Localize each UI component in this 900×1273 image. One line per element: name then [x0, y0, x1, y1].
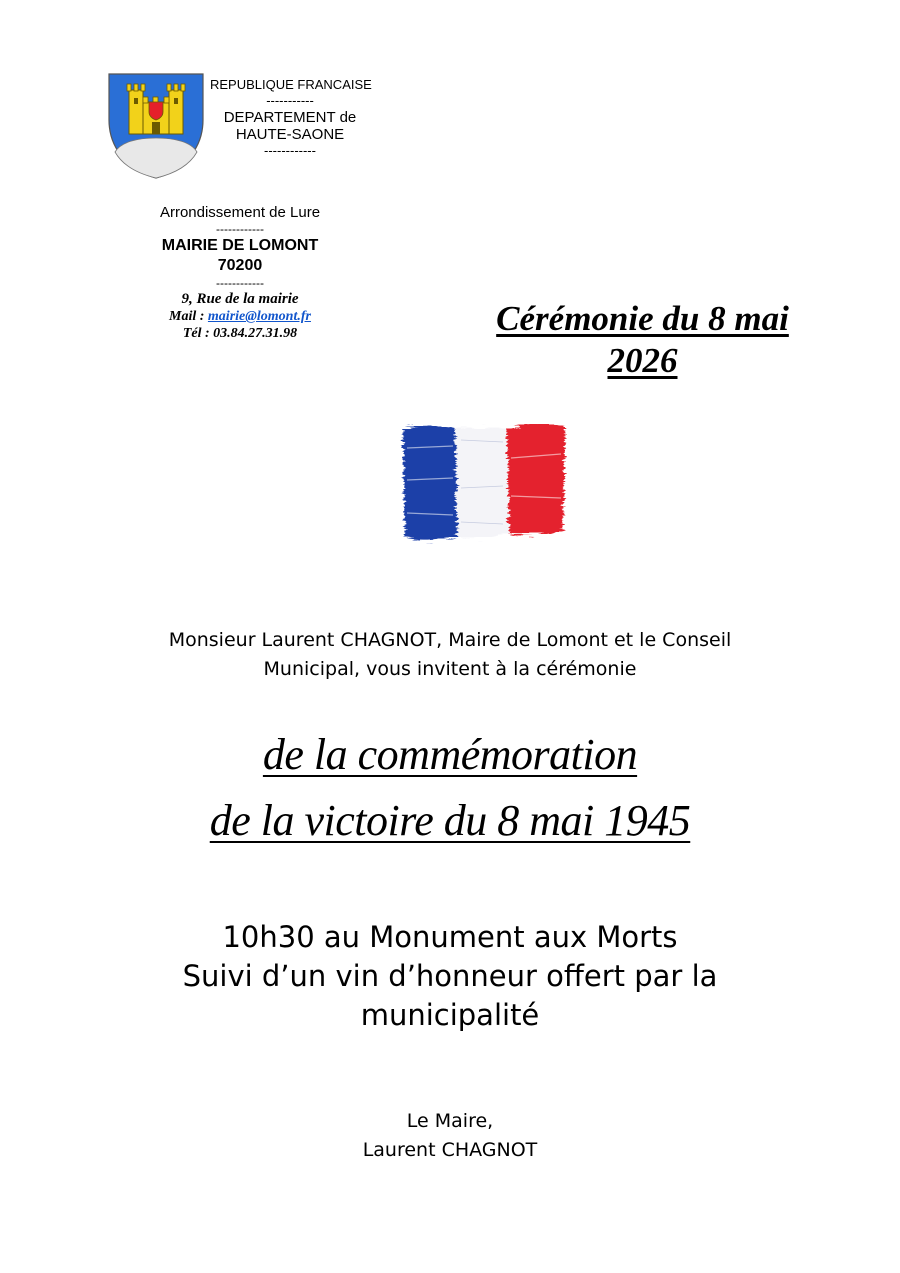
- mairie-mail-line: [140, 308, 340, 325]
- separator: ------------: [264, 143, 316, 158]
- mail-link[interactable]: mairie@lomont.fr: [207, 309, 311, 324]
- department-header: [210, 77, 370, 159]
- mairie-postcode: 70200: [217, 257, 263, 274]
- department-name: HAUTE-SAONE: [235, 126, 345, 143]
- ceremony-title-year: 2026: [607, 341, 678, 380]
- signature-role: Le Maire,: [406, 1110, 494, 1132]
- mairie-address: 9, Rue de la mairie: [181, 291, 299, 307]
- separator: -----------: [266, 93, 314, 108]
- schedule-reception: Suivi d’un vin d’honneur offert par la: [182, 959, 718, 993]
- department-label: DEPARTEMENT de: [223, 109, 357, 126]
- mairie-contact-block: [140, 204, 340, 342]
- republic-label: REPUBLIQUE FRANCAISE: [210, 77, 372, 92]
- coat-of-arms-icon: [107, 72, 205, 180]
- commemoration-line1: de la commémoration: [262, 730, 638, 779]
- ceremony-title: [470, 298, 815, 382]
- french-flag-icon: [395, 418, 575, 548]
- invitation-line1: Monsieur Laurent CHAGNOT, Maire de Lomont et le Conseil: [168, 629, 732, 651]
- schedule-host: municipalité: [360, 998, 540, 1032]
- commemoration-heading: [80, 722, 820, 854]
- commemoration-line2: de la victoire du 8 mai 1945: [209, 796, 691, 845]
- schedule-time: 10h30 au Monument aux Morts: [222, 920, 678, 954]
- mail-label: Mail :: [169, 309, 208, 324]
- separator: ------------: [216, 276, 264, 290]
- signature-name: Laurent CHAGNOT: [362, 1139, 538, 1161]
- separator: ------------: [216, 222, 264, 236]
- signature-block: [250, 1107, 650, 1165]
- invitation-line2: Municipal, vous invitent à la cérémonie: [263, 658, 637, 680]
- arrondissement-label: Arrondissement de Lure: [159, 204, 321, 221]
- invitation-text: [100, 626, 800, 684]
- schedule-text: [80, 918, 820, 1035]
- ceremony-title-line1: Cérémonie du 8 mai: [496, 299, 789, 338]
- mairie-phone: Tél : 03.84.27.31.98: [182, 326, 298, 341]
- mairie-name: MAIRIE DE LOMONT: [161, 237, 319, 254]
